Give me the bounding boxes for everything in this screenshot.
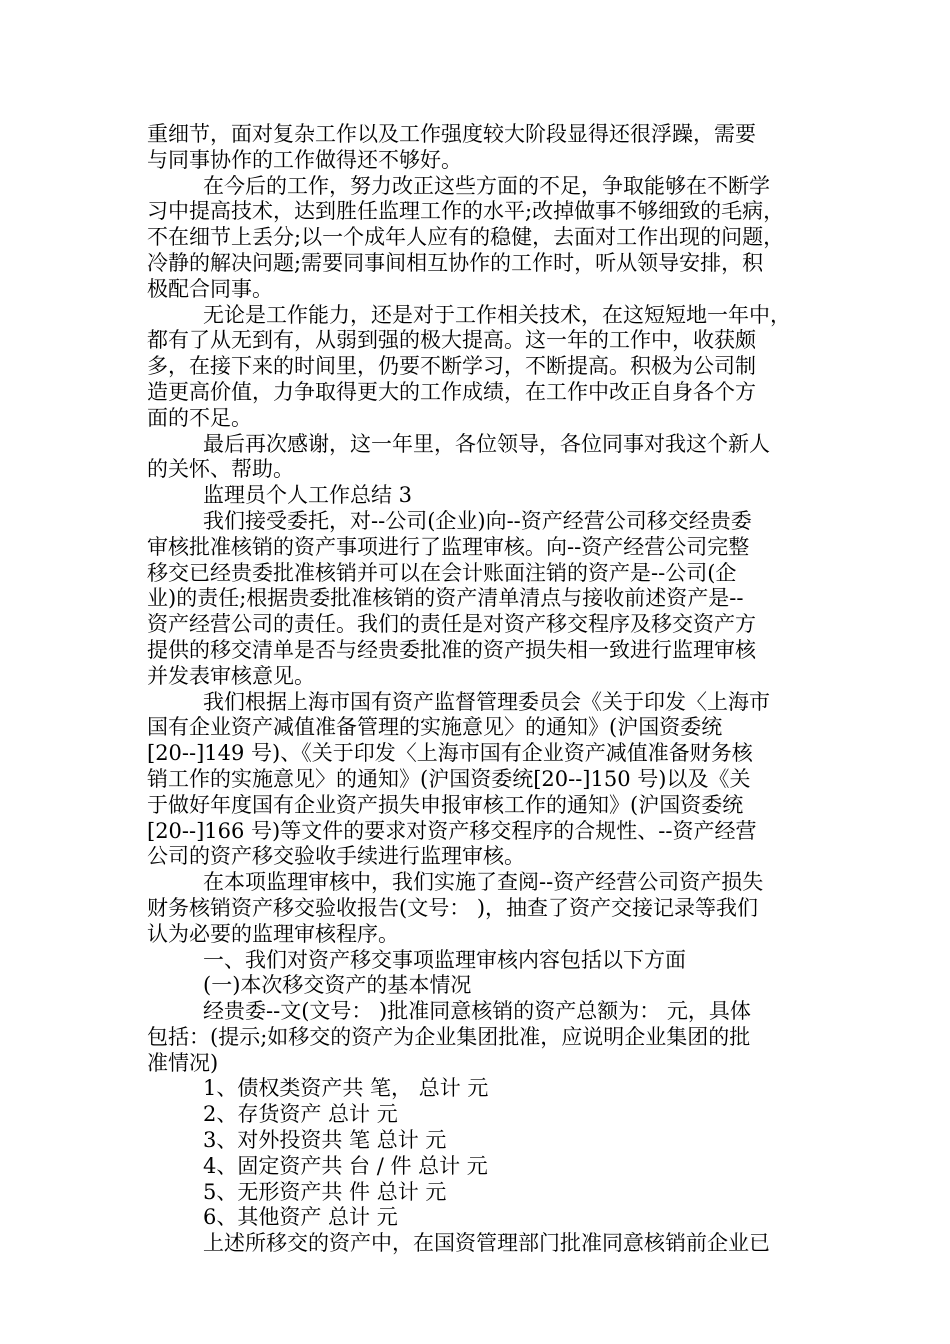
- text-line: 与同事协作的工作做得还不够好。: [147, 147, 462, 172]
- text-line: 并发表审核意见。: [147, 663, 315, 688]
- text-line: 面的不足。: [147, 405, 252, 430]
- text-line: 3、对外投资共 笔 总计 元: [203, 1128, 447, 1153]
- text-line: 包括：(提示;如移交的资产为企业集团批准，应说明企业集团的批: [147, 1024, 751, 1049]
- text-line: 无论是工作能力，还是对于工作相关技术，在这短短地一年中，: [203, 302, 791, 327]
- text-line: 审核批准核销的资产事项进行了监理审核。向--资产经营公司完整: [147, 534, 750, 559]
- text-line: 销工作的实施意见〉的通知》(沪国资委统[20--]150 号)以及《关: [147, 766, 751, 791]
- text-line: 业)的责任;根据贵委批准核销的资产清单清点与接收前述资产是--: [147, 586, 744, 611]
- text-line: 多，在接下来的时间里，仍要不断学习，不断提高。积极为公司制: [147, 354, 756, 379]
- text-line: 认为必要的监理审核程序。: [147, 921, 399, 946]
- text-line: 公司的资产移交验收手续进行监理审核。: [147, 844, 525, 869]
- text-line: 4、固定资产共 台 / 件 总计 元: [203, 1153, 488, 1178]
- text-line: 5、无形资产共 件 总计 元: [203, 1179, 447, 1204]
- text-line: 于做好年度国有企业资产损失申报审核工作的通知》(沪国资委统: [147, 792, 744, 817]
- text-line: 我们接受委托，对--公司(企业)向--资产经营公司移交经贵委: [203, 508, 752, 533]
- text-line: 习中提高技术，达到胜任监理工作的水平;改掉做事不够细致的毛病，: [147, 199, 785, 224]
- document-body: [147, 122, 813, 1257]
- text-line: 财务核销资产移交验收报告(文号： )，抽查了资产交接记录等我们: [147, 895, 759, 920]
- text-line: 资产经营公司的责任。我们的责任是对资产移交程序及移交资产方: [147, 612, 756, 637]
- text-line: 我们根据上海市国有资产监督管理委员会《关于印发〈上海市: [203, 689, 770, 714]
- text-line: 监理员个人工作总结 3: [203, 483, 413, 508]
- text-line: [20--]149 号)、《关于印发〈上海市国有企业资产减值准备财务核: [147, 741, 753, 766]
- text-line: 的关怀、帮助。: [147, 457, 294, 482]
- text-line: 造更高价值，力争取得更大的工作成绩，在工作中改正自身各个方: [147, 379, 756, 404]
- text-line: 6、其他资产 总计 元: [203, 1205, 398, 1230]
- text-line: 都有了从无到有，从弱到强的极大提高。这一年的工作中，收获颇: [147, 328, 756, 353]
- text-line: 国有企业资产减值准备管理的实施意见〉的通知》(沪国资委统: [147, 715, 723, 740]
- text-line: 极配合同事。: [147, 276, 273, 301]
- text-line: (一)本次移交资产的基本情况: [203, 973, 472, 998]
- text-line: 最后再次感谢，这一年里，各位领导，各位同事对我这个新人: [203, 431, 770, 456]
- text-line: 在本项监理审核中，我们实施了查阅--资产经营公司资产损失: [203, 870, 764, 895]
- text-line: [20--]166 号)等文件的要求对资产移交程序的合规性、--资产经营: [147, 818, 757, 843]
- text-line: 重细节，面对复杂工作以及工作强度较大阶段显得还很浮躁，需要: [147, 122, 756, 146]
- text-line: 准情况): [147, 1050, 219, 1075]
- text-line: 1、债权类资产共 笔， 总计 元: [203, 1076, 489, 1101]
- text-line: 2、存货资产 总计 元: [203, 1102, 398, 1127]
- text-line: 提供的移交清单是否与经贵委批准的资产损失相一致进行监理审核: [147, 637, 756, 662]
- text-line: 一、我们对资产移交事项监理审核内容包括以下方面: [203, 947, 686, 972]
- text-line: 移交已经贵委批准核销并可以在会计账面注销的资产是--公司(企: [147, 560, 737, 585]
- text-line: 不在细节上丢分;以一个成年人应有的稳健，去面对工作出现的问题，: [147, 225, 785, 250]
- text-line: 在今后的工作，努力改正这些方面的不足，争取能够在不断学: [203, 173, 770, 198]
- text-line: 上述所移交的资产中，在国资管理部门批准同意核销前企业已: [203, 1231, 770, 1256]
- text-line: 冷静的解决问题;需要同事间相互协作的工作时，听从领导安排，积: [147, 250, 764, 275]
- text-line: 经贵委--文(文号： )批准同意核销的资产总额为： 元，具体: [203, 999, 751, 1024]
